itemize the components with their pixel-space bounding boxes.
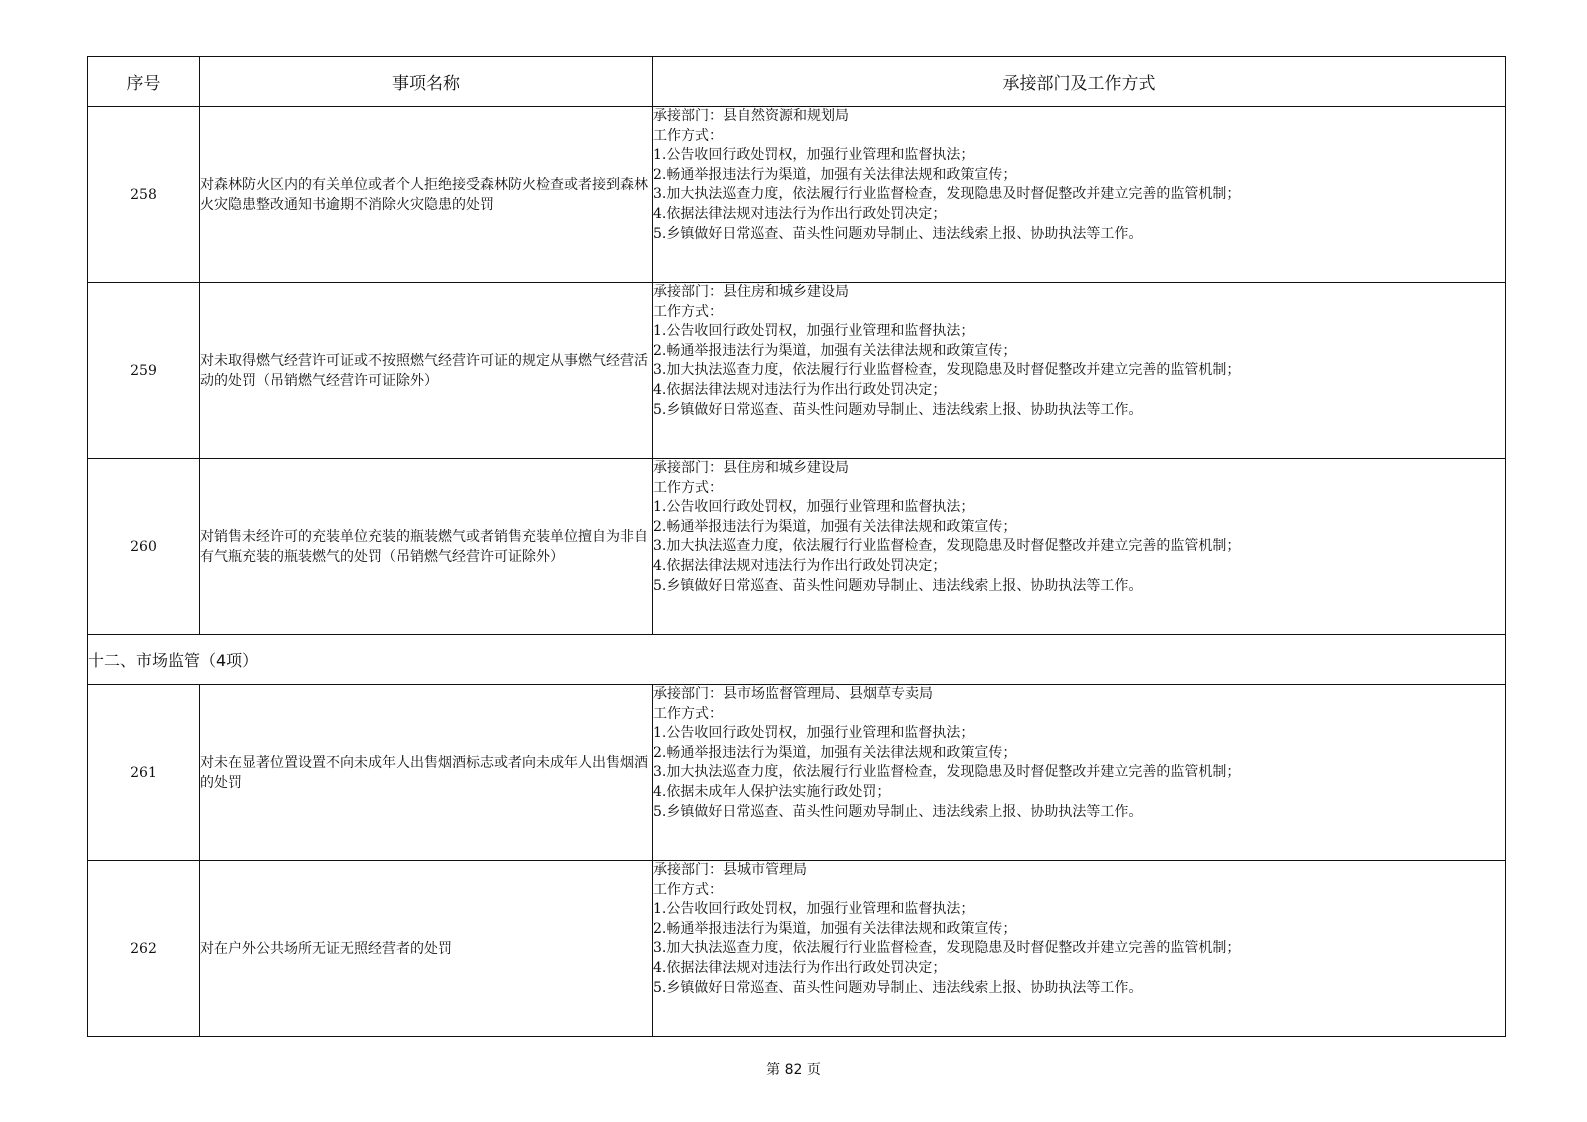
detail-line: 承接部门：县住房和城乡建设局 (653, 460, 849, 476)
detail-line: 4.依据未成年人保护法实施行政处罚； (653, 783, 891, 800)
header-name: 事项名称 (200, 57, 653, 107)
table-row (88, 459, 1506, 635)
detail-line: 2.畅通举报违法行为渠道，加强有关法律法规和政策宣传； (653, 166, 1017, 183)
detail-line: 2.畅通举报违法行为渠道，加强有关法律法规和政策宣传； (653, 744, 1017, 761)
row-item-name: 对在户外公共场所无证无照经营者的处罚 (200, 861, 653, 1037)
row-item-name: 对销售未经许可的充装单位充装的瓶装燃气或者销售充装单位擅自为非自有气瓶充装的瓶装燃气的处罚（吊销燃气经营许可证除外） (200, 459, 653, 635)
detail-line: 3.加大执法巡查力度，依法履行行业监督检查，发现隐患及时督促整改并建立完善的监管机制； (653, 362, 1241, 379)
detail-line: 工作方式： (653, 881, 723, 898)
detail-line: 2.畅通举报违法行为渠道，加强有关法律法规和政策宣传； (653, 518, 1017, 535)
detail-line: 4.依据法律法规对违法行为作出行政处罚决定； (653, 381, 947, 398)
detail-line: 3.加大执法巡查力度，依法履行行业监督检查，发现隐患及时督促整改并建立完善的监管机制； (653, 764, 1241, 781)
row-seq: 258 (88, 107, 200, 283)
detail-line: 工作方式： (653, 479, 723, 496)
detail-line: 承接部门：县市场监督管理局、县烟草专卖局 (653, 686, 933, 702)
detail-line: 2.畅通举报违法行为渠道，加强有关法律法规和政策宣传； (653, 342, 1017, 359)
row-seq: 260 (88, 459, 200, 635)
detail-line: 工作方式： (653, 127, 723, 144)
row-dept-method (653, 861, 1506, 1037)
detail-line: 5.乡镇做好日常巡查、苗头性问题劝导制止、违法线索上报、协助执法等工作。 (653, 225, 1143, 242)
table-row (88, 685, 1506, 861)
section-row (88, 635, 1506, 685)
row-item-name: 对未取得燃气经营许可证或不按照燃气经营许可证的规定从事燃气经营活动的处罚（吊销燃气经营许可证除外） (200, 283, 653, 459)
detail-line: 承接部门：县自然资源和规划局 (653, 108, 849, 124)
detail-line: 1.公告收回行政处罚权，加强行业管理和监督执法； (653, 499, 975, 516)
detail-line: 3.加大执法巡查力度，依法履行行业监督检查，发现隐患及时督促整改并建立完善的监管机制； (653, 538, 1241, 555)
row-dept-method (653, 107, 1506, 283)
section-title: 十二、市场监管（4项） (88, 635, 1506, 685)
detail-line: 1.公告收回行政处罚权，加强行业管理和监督执法； (653, 725, 975, 742)
row-dept-method (653, 459, 1506, 635)
detail-line: 4.依据法律法规对违法行为作出行政处罚决定； (653, 959, 947, 976)
row-dept-method (653, 283, 1506, 459)
detail-line: 4.依据法律法规对违法行为作出行政处罚决定； (653, 557, 947, 574)
detail-line: 5.乡镇做好日常巡查、苗头性问题劝导制止、违法线索上报、协助执法等工作。 (653, 401, 1143, 418)
row-seq: 259 (88, 283, 200, 459)
detail-line: 4.依据法律法规对违法行为作出行政处罚决定； (653, 205, 947, 222)
detail-line: 3.加大执法巡查力度，依法履行行业监督检查，发现隐患及时督促整改并建立完善的监管机制； (653, 940, 1241, 957)
row-seq: 261 (88, 685, 200, 861)
detail-line: 1.公告收回行政处罚权，加强行业管理和监督执法； (653, 901, 975, 918)
header-dept: 承接部门及工作方式 (653, 57, 1506, 107)
detail-line: 承接部门：县城市管理局 (653, 862, 807, 878)
detail-line: 5.乡镇做好日常巡查、苗头性问题劝导制止、违法线索上报、协助执法等工作。 (653, 577, 1143, 594)
table-row (88, 861, 1506, 1037)
row-item-name: 对森林防火区内的有关单位或者个人拒绝接受森林防火检查或者接到森林火灾隐患整改通知书逾期不消除火灾隐患的处罚 (200, 107, 653, 283)
detail-line: 2.畅通举报违法行为渠道，加强有关法律法规和政策宣传； (653, 920, 1017, 937)
header-seq: 序号 (88, 57, 200, 107)
detail-line: 5.乡镇做好日常巡查、苗头性问题劝导制止、违法线索上报、协助执法等工作。 (653, 803, 1143, 820)
detail-line: 3.加大执法巡查力度，依法履行行业监督检查，发现隐患及时督促整改并建立完善的监管机制； (653, 186, 1241, 203)
table-row (88, 107, 1506, 283)
detail-line: 1.公告收回行政处罚权，加强行业管理和监督执法； (653, 147, 975, 164)
detail-line: 1.公告收回行政处罚权，加强行业管理和监督执法； (653, 323, 975, 340)
detail-line: 工作方式： (653, 303, 723, 320)
items-table (87, 56, 1506, 1037)
table-header-row (88, 57, 1506, 107)
detail-line: 承接部门：县住房和城乡建设局 (653, 284, 849, 300)
page-number: 第 82 页 (766, 1062, 821, 1078)
row-dept-method (653, 685, 1506, 861)
row-item-name: 对未在显著位置设置不向未成年人出售烟酒标志或者向未成年人出售烟酒的处罚 (200, 685, 653, 861)
row-seq: 262 (88, 861, 200, 1037)
detail-line: 工作方式： (653, 705, 723, 722)
detail-line: 5.乡镇做好日常巡查、苗头性问题劝导制止、违法线索上报、协助执法等工作。 (653, 979, 1143, 996)
table-row (88, 283, 1506, 459)
